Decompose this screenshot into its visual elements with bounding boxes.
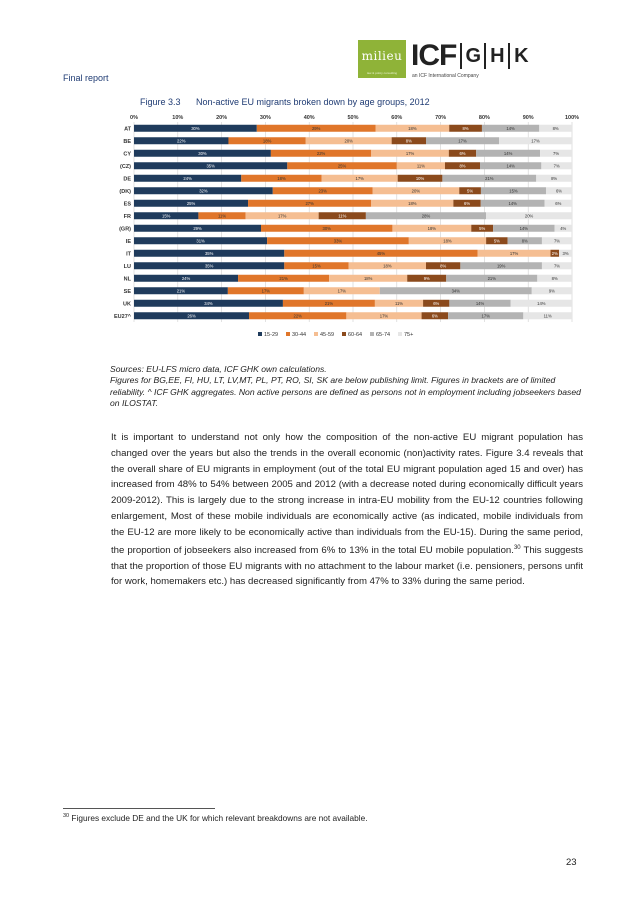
data-label: 19%: [496, 263, 506, 269]
category-label: (GR): [119, 226, 131, 233]
milieu-logo-tagline: law & policy consulting: [366, 71, 398, 75]
data-label: 27%: [305, 201, 314, 207]
data-label: 6%: [431, 313, 438, 319]
data-label: 29%: [193, 226, 202, 232]
data-label: 15%: [162, 213, 171, 219]
data-label: 21%: [176, 288, 186, 294]
legend-swatch: [314, 332, 318, 336]
milieu-logo: [358, 40, 406, 78]
data-label: 18%: [383, 263, 392, 269]
milieu-logo-text: milieu: [361, 49, 403, 63]
data-label: 17%: [261, 288, 271, 294]
footnote: [63, 813, 368, 823]
data-label: 22%: [316, 151, 326, 157]
x-tick-label: 60%: [391, 115, 403, 121]
data-label: 8%: [462, 126, 469, 132]
data-label: 17%: [481, 313, 490, 319]
category-label: EU27^: [114, 313, 131, 320]
data-label: 17%: [337, 288, 347, 294]
footnote-number: 30: [63, 813, 70, 820]
x-tick-label: 70%: [435, 115, 447, 121]
legend-label: 60-64: [348, 332, 363, 338]
data-label: 8%: [459, 163, 466, 169]
data-label: 17%: [355, 176, 364, 182]
data-label: 17%: [531, 138, 540, 144]
data-label: 3%: [562, 251, 569, 257]
legend-swatch: [258, 332, 262, 336]
x-tick-label: 10%: [172, 115, 184, 121]
report-label: Final report: [63, 73, 109, 83]
ghk-letters: [460, 43, 532, 69]
data-label: 30%: [322, 226, 331, 232]
category-label: IE: [125, 238, 131, 245]
icf-logo-text: ICF: [411, 39, 457, 72]
data-label: 29%: [311, 126, 321, 132]
legend-swatch: [370, 332, 374, 336]
data-label: 9%: [548, 288, 555, 294]
data-label: 35%: [206, 163, 215, 169]
data-label: 21%: [279, 276, 288, 282]
data-label: 21%: [324, 301, 334, 307]
category-label: DE: [123, 176, 131, 183]
data-label: 6%: [555, 201, 562, 207]
data-label: 14%: [537, 301, 546, 307]
data-label: 18%: [262, 138, 272, 144]
category-label: LU: [123, 263, 131, 270]
data-label: 5%: [479, 226, 486, 232]
data-label: 7%: [553, 151, 560, 157]
data-label: 17%: [277, 213, 287, 219]
data-label: 9%: [423, 276, 430, 282]
data-label: 6%: [459, 151, 466, 157]
data-label: 35%: [204, 263, 214, 269]
data-label: 21%: [487, 276, 496, 282]
footnote-ref[interactable]: 30: [513, 544, 521, 551]
data-label: 14%: [508, 201, 517, 207]
x-tick-label: 40%: [303, 115, 315, 121]
x-tick-label: 90%: [522, 115, 534, 121]
data-label: 20%: [524, 213, 534, 219]
category-label: (DK): [119, 188, 131, 195]
paragraph-text-continued: This suggests that the proportion of those EU migrants with no attachment to the labour market (i.e. pensioners, persons unfit for work, homemakers etc.) has decreased significantly from 47% to 33% during the same period.: [111, 544, 583, 588]
data-label: 20%: [411, 188, 421, 194]
data-label: 23%: [318, 188, 327, 194]
data-label: 17%: [458, 138, 467, 144]
paragraph-text: It is important to understand not only how the composition of the non-active EU migrant population has changed over the years but also the trends in the overall economic (non)activity rates. Figure 3.4 reveals that the overall share of EU migrants in employment (out of the total EU migrant population aged 15 and over) has increased from 48% to 54% between 2005 and 2012 (with a decrease noted during economically difficult years 2009-2012). This is largely due to the strong increase in intra-EU mobility from the EU-12 countries following enlargement, Most of these mobile individuals are economically active (as indicated, mobile individuals from the EU-12 are more likely to be economically active than individuals from the EU-15). During the same period, the proportion of jobseekers also increased from 6% to 13% in the total EU mobile population.: [111, 432, 583, 556]
data-label: 11%: [338, 213, 347, 219]
data-label: 21%: [485, 176, 494, 182]
data-label: 14%: [519, 226, 529, 232]
data-label: 6%: [433, 301, 440, 307]
data-label: 8%: [405, 138, 412, 144]
data-label: 8%: [551, 176, 558, 182]
data-label: 26%: [187, 313, 196, 319]
stacked-bar-chart: [110, 112, 580, 350]
data-label: 14%: [503, 151, 513, 157]
data-label: 34%: [451, 288, 460, 294]
data-label: 5%: [467, 188, 474, 194]
data-label: 18%: [408, 201, 417, 207]
data-label: 14%: [475, 301, 485, 307]
data-label: 45%: [376, 251, 386, 257]
data-label: 18%: [408, 126, 417, 132]
data-label: 15%: [509, 188, 518, 194]
data-label: 25%: [337, 163, 347, 169]
sources-note: Figures for BG,EE, FI, HU, LT, LV,MT, PL, PT, RO, SI, SK are below publishing limit. Figures in brackets are of limited reliability. ^ ICF GHK aggregates. Non active persons are defined as persons not in employment including jobseekers based on ILOSTAT.: [110, 375, 581, 408]
data-label: 17%: [405, 151, 415, 157]
legend-swatch: [342, 332, 346, 336]
footnote-text: Figures exclude DE and the UK for which relevant breakdowns are not available.: [69, 813, 368, 823]
category-label: CY: [123, 151, 131, 158]
data-label: 2%: [551, 251, 558, 257]
data-label: 30%: [191, 126, 200, 132]
category-label: ES: [123, 201, 131, 208]
x-tick-label: 50%: [347, 115, 359, 121]
data-label: 10%: [415, 176, 425, 182]
data-label: 22%: [293, 313, 302, 319]
ghk-letter: G: [460, 43, 484, 69]
data-label: 18%: [363, 276, 373, 282]
data-label: 6%: [464, 201, 471, 207]
data-label: 18%: [427, 226, 437, 232]
category-label: UK: [123, 301, 131, 308]
body-paragraph: [111, 430, 583, 590]
category-label: BE: [123, 138, 131, 145]
ghk-letter: H: [484, 43, 508, 69]
figure-sources: [110, 364, 582, 409]
data-label: 17%: [379, 313, 389, 319]
legend-label: 75+: [404, 332, 414, 338]
data-label: 6%: [555, 188, 563, 194]
icf-ghk-logo: [411, 38, 532, 74]
data-label: 14%: [506, 126, 515, 132]
legend-label: 15-29: [264, 332, 279, 338]
x-tick-label: 80%: [478, 115, 490, 121]
data-label: 24%: [183, 176, 192, 182]
data-label: 20%: [344, 138, 353, 144]
data-label: 24%: [181, 276, 191, 282]
data-label: 7%: [553, 238, 561, 244]
legend-label: 45-59: [320, 332, 335, 338]
sources-line: Sources: EU-LFS micro data, ICF GHK own calculations.: [110, 364, 327, 374]
x-tick-label: 0%: [130, 115, 138, 121]
data-label: 28%: [421, 213, 431, 219]
data-label: 7%: [553, 163, 560, 169]
data-label: 11%: [217, 213, 227, 219]
data-label: 8%: [552, 126, 559, 132]
data-label: 8%: [551, 276, 558, 282]
data-label: 33%: [333, 238, 343, 244]
data-label: 31%: [196, 238, 205, 244]
x-tick-label: 100%: [564, 115, 580, 121]
legend-label: 65-74: [376, 332, 391, 338]
data-label: 18%: [443, 238, 452, 244]
data-label: 8%: [440, 263, 447, 269]
data-label: 8%: [521, 238, 528, 244]
data-label: 4%: [560, 226, 567, 232]
data-label: 11%: [394, 301, 404, 307]
legend-swatch: [286, 332, 290, 336]
legend-label: 30-44: [292, 332, 307, 338]
category-label: FR: [123, 213, 131, 220]
data-label: 14%: [506, 163, 515, 169]
page-number: 23: [566, 857, 577, 868]
legend-swatch: [398, 332, 402, 336]
data-label: 17%: [509, 251, 519, 257]
category-label: AT: [124, 126, 131, 133]
data-label: 22%: [177, 138, 186, 144]
icf-logo-tagline: an ICF International Company: [412, 73, 479, 79]
figure-number: Figure 3.3: [140, 97, 181, 107]
data-label: 5%: [493, 238, 500, 244]
data-label: 15%: [312, 263, 321, 269]
footnote-divider: [63, 808, 215, 809]
data-label: 25%: [186, 201, 196, 207]
data-label: 7%: [553, 263, 561, 269]
data-label: 18%: [277, 176, 286, 182]
category-label: IT: [126, 251, 131, 258]
data-label: 11%: [416, 163, 425, 169]
data-label: 35%: [204, 251, 214, 257]
x-tick-label: 20%: [216, 115, 228, 121]
data-label: 11%: [543, 313, 552, 319]
data-label: 30%: [198, 151, 207, 157]
category-label: SE: [123, 288, 131, 295]
data-label: 32%: [199, 188, 208, 194]
category-label: NL: [123, 276, 131, 283]
ghk-letter: K: [508, 43, 532, 69]
x-tick-label: 30%: [259, 115, 271, 121]
data-label: 34%: [204, 301, 213, 307]
category-label: (CZ): [120, 163, 131, 170]
figure-title: Non-active EU migrants broken down by age groups, 2012: [196, 97, 430, 107]
